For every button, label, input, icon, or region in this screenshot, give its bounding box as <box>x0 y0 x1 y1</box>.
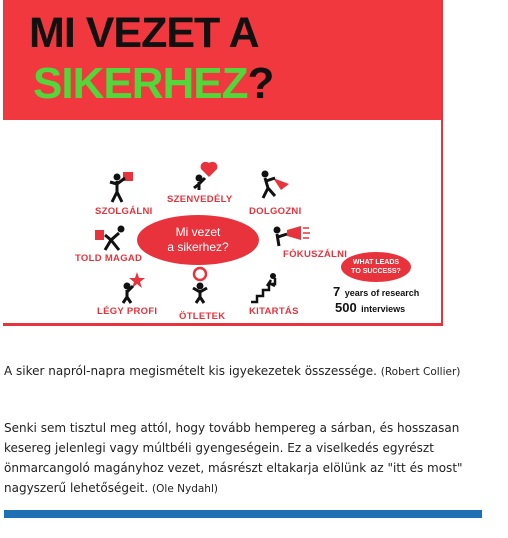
center-oval <box>137 215 259 265</box>
badge-line2: TO SUCCESS? <box>351 268 401 275</box>
label-focus: FÓKUSZÁLNI <box>283 249 348 260</box>
stairs-figure-icon <box>249 272 283 304</box>
label-pro: LÉGY PROFI <box>97 306 158 317</box>
center-line2: a sikerhez? <box>167 240 229 254</box>
quote-collier-author: (Robert Collier) <box>380 366 461 378</box>
quote-nydahl-text: Senki sem tisztul meg attól, hogy tovább hempereg a sárban, és hosszasan kesereg jelenlegi vagy múltbéli gyengeségein. Ez a viselkedés egyrészt önmarcangoló magányhoz vezet, másrészt eltakarja elölünk az "itt és most" nagyszerű lehetőségeit. <box>4 421 463 495</box>
what-leads-badge <box>341 252 411 282</box>
label-work: DOLGOZNI <box>249 206 302 217</box>
title-line1: MI VEZET A <box>29 9 259 57</box>
stat-years-number: 7 <box>333 284 341 299</box>
success-infographic <box>3 0 443 326</box>
title-line2 <box>33 59 274 108</box>
heart-figure-icon <box>189 160 223 194</box>
label-ideas: ÖTLETEK <box>179 311 226 322</box>
title-banner <box>3 0 441 120</box>
stat-years-text: years of research <box>344 288 420 298</box>
divider-bar <box>4 510 482 518</box>
quote-nydahl-author: (Ole Nydahl) <box>152 483 218 495</box>
label-serve: SZOLGÁLNI <box>95 206 153 217</box>
title-word: SIKERHEZ <box>33 59 248 108</box>
stat-interviews-text: interviews <box>361 304 406 314</box>
work-figure-icon <box>255 168 295 202</box>
badge-line1: WHAT LEADS <box>352 259 400 266</box>
stat-interviews <box>335 299 405 317</box>
pro-figure-icon <box>117 270 147 304</box>
label-persist: KITARTÁS <box>249 306 299 317</box>
idea-figure-icon <box>187 266 213 304</box>
quote-collier-text: A siker napról-napra megismételt kis igyekezetek összessége. <box>4 364 377 378</box>
push-figure-icon <box>93 224 129 252</box>
focus-figure-icon <box>271 224 311 248</box>
title-question-mark: ? <box>247 59 274 108</box>
label-passion: SZENVEDÉLY <box>167 194 233 205</box>
serve-figure-icon <box>105 170 139 204</box>
quote-nydahl <box>4 418 490 499</box>
label-push: TOLD MAGAD <box>75 253 143 264</box>
stat-interviews-number: 500 <box>335 300 357 315</box>
quote-collier <box>4 364 504 378</box>
center-line1: Mi vezet <box>175 225 221 239</box>
